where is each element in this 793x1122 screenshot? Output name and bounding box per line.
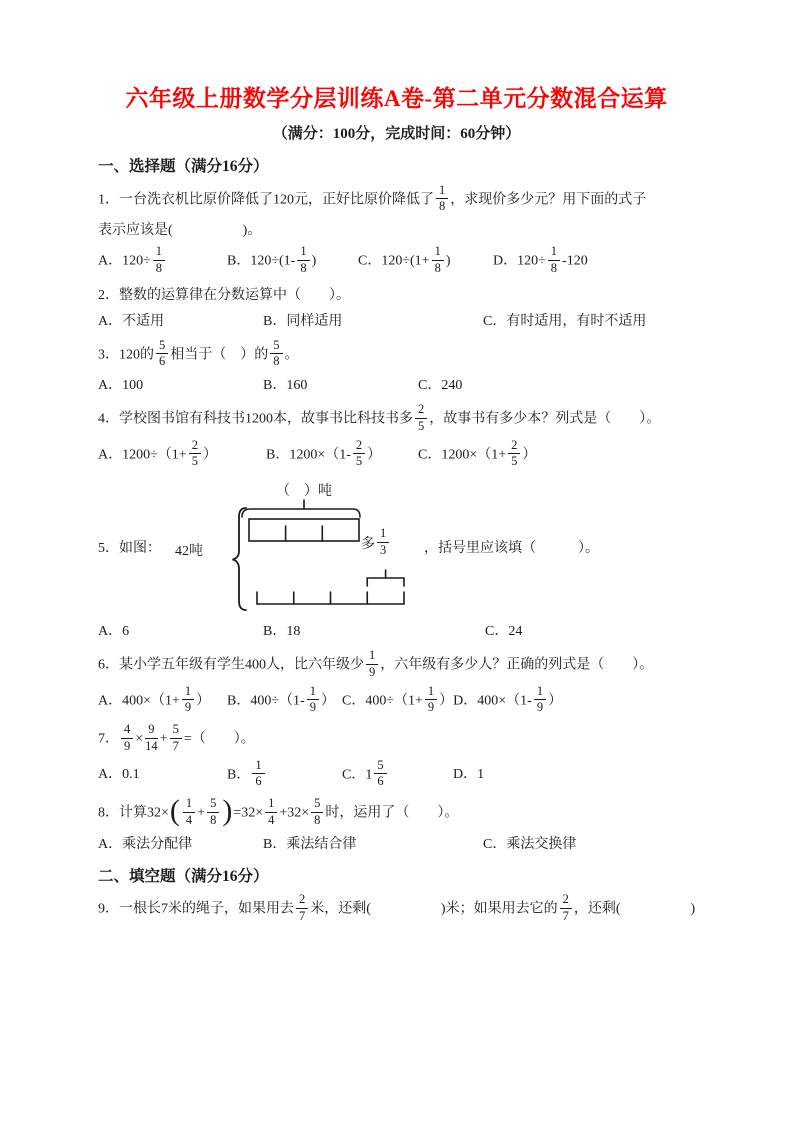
text-run: B．1200×（1- bbox=[266, 447, 351, 463]
text-run: B．乘法结合律 bbox=[263, 836, 357, 852]
fraction bbox=[183, 797, 195, 828]
option-item bbox=[98, 683, 227, 717]
diagram-top-label: （ ）吨 bbox=[276, 484, 332, 500]
fraction-denominator: 8 bbox=[439, 199, 446, 214]
option-item bbox=[483, 311, 646, 332]
options-row bbox=[98, 683, 695, 717]
options-row bbox=[98, 375, 695, 396]
question-line bbox=[98, 650, 695, 681]
option-item bbox=[266, 437, 418, 471]
question-block bbox=[98, 404, 695, 470]
fraction-numerator: 1 bbox=[297, 245, 309, 261]
fraction-denominator: 8 bbox=[155, 260, 163, 275]
text-run: 3．120的 bbox=[98, 347, 154, 363]
text-run: B．120÷(1- bbox=[227, 253, 296, 269]
big-paren: ) bbox=[222, 794, 233, 828]
text-run: C．240 bbox=[418, 378, 463, 394]
text-run: ，六年级有多少人？正确的列式是（ ）。 bbox=[380, 657, 654, 673]
option-item bbox=[493, 246, 588, 277]
options-row bbox=[98, 246, 695, 277]
text-run: 6．某小学五年级有学生400人，比六年级少 bbox=[98, 657, 364, 673]
option-item bbox=[418, 375, 462, 396]
text-run: D．400×（1- bbox=[453, 693, 532, 709]
fraction-denominator: 4 bbox=[268, 812, 275, 827]
fraction bbox=[153, 245, 165, 276]
fraction-denominator: 6 bbox=[159, 354, 166, 369]
question-block bbox=[98, 894, 695, 925]
text-run: ） bbox=[202, 447, 217, 463]
option-item bbox=[418, 437, 537, 471]
fraction bbox=[156, 339, 168, 370]
text-run: ，故事书有多少本？列式是（ ）。 bbox=[429, 411, 661, 427]
option-item bbox=[263, 375, 418, 396]
question-line bbox=[98, 337, 695, 371]
question-text: 5．如图： bbox=[98, 541, 161, 557]
section-heading: 一、选择题（满分16分） bbox=[98, 157, 269, 175]
fraction-denominator: 6 bbox=[377, 774, 384, 789]
fraction bbox=[207, 797, 219, 828]
fraction-numerator: 5 bbox=[170, 723, 182, 739]
fraction-numerator: 5 bbox=[311, 797, 323, 813]
text-run: B． bbox=[227, 767, 251, 783]
option-item bbox=[483, 834, 576, 855]
fraction-denominator: 9 bbox=[536, 700, 544, 715]
fraction-numerator: 5 bbox=[207, 797, 219, 813]
fraction-denominator: 8 bbox=[300, 260, 307, 275]
fraction bbox=[252, 759, 264, 790]
fraction-numerator: 1 bbox=[377, 527, 389, 543]
fraction-denominator: 5 bbox=[355, 454, 363, 469]
text-run: C．400÷（1+ bbox=[342, 693, 423, 709]
text-run: -120 bbox=[562, 253, 588, 269]
fraction-numerator: 1 bbox=[153, 245, 165, 261]
fraction bbox=[508, 439, 520, 470]
fraction bbox=[182, 685, 194, 716]
text-run: B．160 bbox=[263, 378, 308, 394]
fraction-denominator: 14 bbox=[145, 738, 158, 753]
option-item bbox=[98, 834, 263, 855]
text-run: 表示应该是( )。 bbox=[98, 223, 262, 239]
fraction-numerator: 2 bbox=[296, 893, 308, 909]
fraction-numerator: 2 bbox=[189, 439, 201, 455]
options-row bbox=[98, 757, 695, 791]
text-run: B．同样适用 bbox=[263, 313, 343, 329]
fraction bbox=[170, 723, 182, 754]
question-text: ，括号里应该填（ ）。 bbox=[424, 541, 599, 557]
diagram-more-label bbox=[361, 528, 391, 559]
option-item bbox=[485, 621, 522, 642]
text-run: B．400÷（1- bbox=[227, 693, 305, 709]
option-item bbox=[227, 246, 358, 277]
text-run: A．100 bbox=[98, 378, 144, 394]
text-run: A．不适用 bbox=[98, 313, 165, 329]
text-run: 多 bbox=[361, 537, 375, 553]
fraction-numerator: 1 bbox=[252, 759, 264, 775]
fraction-denominator: 5 bbox=[511, 454, 518, 469]
question-line bbox=[98, 182, 695, 216]
text-run: A．0.1 bbox=[98, 767, 140, 783]
fraction-denominator: 4 bbox=[185, 812, 193, 827]
option-item bbox=[342, 757, 453, 791]
option-item bbox=[358, 246, 493, 277]
worksheet-content bbox=[98, 156, 695, 925]
fraction bbox=[374, 759, 386, 790]
fraction bbox=[377, 527, 389, 558]
text-run: ） bbox=[320, 693, 335, 709]
fraction bbox=[145, 723, 158, 754]
text-run: 米，还剩( )米；如果用去它的 bbox=[310, 901, 558, 917]
fraction bbox=[270, 339, 282, 370]
fraction-numerator: 1 bbox=[265, 797, 277, 813]
option-item bbox=[98, 621, 263, 642]
option-item bbox=[263, 834, 483, 855]
text-run: 7． bbox=[98, 731, 119, 747]
diagram-left-label: 42吨 bbox=[175, 544, 203, 560]
text-run: 9．一根长7米的绳子，如果用去 bbox=[98, 901, 294, 917]
text-run: ） bbox=[522, 447, 537, 463]
fraction-denominator: 6 bbox=[255, 774, 262, 789]
fraction-denominator: 3 bbox=[380, 542, 387, 557]
text-run: 2．整数的运算律在分数运算中（ ）。 bbox=[98, 287, 350, 303]
text-run: ） bbox=[367, 447, 382, 463]
question-block bbox=[98, 478, 695, 642]
option-item bbox=[227, 683, 342, 717]
section-heading: 二、填空题（满分16分） bbox=[98, 867, 269, 885]
option-item bbox=[98, 437, 266, 471]
fraction-numerator: 4 bbox=[121, 723, 133, 739]
text-run: 4．学校图书馆有科技书1200本，故事书比科技书多 bbox=[98, 411, 413, 427]
option-item bbox=[453, 683, 563, 717]
fraction-numerator: 2 bbox=[560, 893, 572, 909]
fraction bbox=[436, 184, 448, 215]
question-line bbox=[98, 724, 695, 755]
fraction-denominator: 8 bbox=[314, 812, 321, 827]
fraction bbox=[189, 439, 201, 470]
fraction-numerator: 2 bbox=[415, 403, 427, 419]
fraction bbox=[548, 245, 560, 276]
text-run: D．120÷ bbox=[493, 253, 546, 269]
fraction bbox=[121, 723, 133, 754]
text-run: B．18 bbox=[263, 624, 301, 640]
fraction bbox=[366, 649, 378, 680]
fraction bbox=[307, 685, 319, 716]
fraction-numerator: 1 bbox=[182, 685, 194, 701]
text-run: + bbox=[197, 805, 206, 821]
worksheet-title: 六年级上册数学分层训练A卷-第二单元分数混合运算 bbox=[125, 86, 668, 111]
text-run: C．有时适用，有时不适用 bbox=[483, 313, 647, 329]
text-run: + bbox=[159, 731, 168, 747]
fraction-denominator: 5 bbox=[191, 454, 198, 469]
text-run: C．1200×（1+ bbox=[418, 447, 507, 463]
question-line bbox=[98, 404, 695, 435]
fraction-numerator: 1 bbox=[548, 245, 560, 261]
fraction-denominator: 9 bbox=[184, 700, 192, 715]
fraction-numerator: 9 bbox=[145, 723, 158, 739]
fraction bbox=[560, 893, 572, 924]
option-item bbox=[98, 375, 263, 396]
question-diagram-row bbox=[98, 478, 695, 616]
fraction bbox=[415, 403, 427, 434]
text-run: C．120÷(1+ bbox=[358, 253, 430, 269]
question-block bbox=[98, 285, 695, 332]
question-block bbox=[98, 182, 695, 277]
fraction-denominator: 7 bbox=[562, 909, 569, 924]
option-item bbox=[98, 311, 263, 332]
question-block bbox=[98, 650, 695, 716]
fraction bbox=[534, 685, 546, 716]
text-run: =（ ）。 bbox=[183, 731, 255, 747]
fraction bbox=[297, 245, 309, 276]
text-run: C．1 bbox=[342, 767, 373, 783]
fraction-numerator: 5 bbox=[156, 339, 168, 355]
text-run: ，求现价多少元？用下面的式子 bbox=[450, 192, 647, 208]
fraction-denominator: 9 bbox=[309, 700, 316, 715]
fraction bbox=[425, 685, 437, 716]
fraction bbox=[265, 797, 277, 828]
text-run: D．1 bbox=[453, 767, 485, 783]
text-run: C．24 bbox=[485, 624, 523, 640]
option-item bbox=[263, 621, 485, 642]
fraction-numerator: 2 bbox=[353, 439, 365, 455]
text-run: C．乘法交换律 bbox=[483, 836, 577, 852]
fraction-numerator: 1 bbox=[307, 685, 319, 701]
text-run: ) bbox=[311, 253, 317, 269]
fraction-numerator: 1 bbox=[183, 797, 195, 813]
worksheet-subtitle: （满分：100分，完成时间：60分钟） bbox=[272, 125, 521, 142]
question-line bbox=[98, 220, 695, 241]
options-row bbox=[98, 437, 695, 471]
text-run: × bbox=[135, 731, 144, 747]
options-row bbox=[98, 621, 695, 642]
fraction-numerator: 5 bbox=[374, 759, 386, 775]
option-item bbox=[227, 757, 342, 791]
text-run: 。 bbox=[284, 347, 299, 363]
fraction-numerator: 1 bbox=[432, 245, 444, 261]
options-row bbox=[98, 311, 695, 332]
fraction-denominator: 9 bbox=[124, 738, 131, 753]
fraction-numerator: 1 bbox=[436, 184, 448, 200]
fraction-denominator: 8 bbox=[273, 354, 280, 369]
text-run: A．400×（1+ bbox=[98, 693, 180, 709]
text-run: ） bbox=[439, 693, 454, 709]
text-run: ，还剩( ) bbox=[573, 901, 696, 917]
fraction-numerator: 5 bbox=[270, 339, 282, 355]
option-item bbox=[98, 246, 227, 277]
fraction-denominator: 9 bbox=[427, 700, 435, 715]
text-run: 1．一台洗衣机比原价降低了120元，正好比原价降低了 bbox=[98, 192, 434, 208]
option-item bbox=[98, 764, 227, 785]
fraction-denominator: 7 bbox=[172, 738, 179, 753]
text-run: 相当于（ ）的 bbox=[170, 347, 269, 363]
fraction-denominator: 9 bbox=[369, 664, 376, 679]
option-item bbox=[342, 683, 454, 717]
text-run: A．乘法分配律 bbox=[98, 836, 193, 852]
fraction-denominator: 8 bbox=[210, 812, 217, 827]
text-run: ） bbox=[548, 693, 563, 709]
text-run: A．6 bbox=[98, 624, 130, 640]
question-block bbox=[98, 794, 695, 855]
big-paren: ( bbox=[169, 794, 180, 828]
question-block bbox=[98, 724, 695, 790]
text-run: ） bbox=[196, 693, 211, 709]
text-run: A．1200÷（1+ bbox=[98, 447, 187, 463]
option-item bbox=[453, 764, 484, 785]
question-line bbox=[98, 794, 695, 829]
fraction-denominator: 7 bbox=[299, 909, 306, 924]
fraction-numerator: 1 bbox=[366, 649, 378, 665]
text-run: ) bbox=[445, 253, 451, 269]
text-run: 8．计算32× bbox=[98, 805, 169, 821]
question-line bbox=[98, 894, 695, 925]
text-run: 时，运用了（ ）。 bbox=[325, 805, 459, 821]
fraction bbox=[296, 893, 308, 924]
fraction bbox=[311, 797, 323, 828]
text-run: A．120÷ bbox=[98, 253, 151, 269]
text-run: +32× bbox=[279, 805, 310, 821]
fraction-numerator: 1 bbox=[534, 685, 546, 701]
question-line bbox=[98, 285, 695, 306]
text-run: =32× bbox=[233, 805, 264, 821]
fraction bbox=[432, 245, 444, 276]
fraction-denominator: 8 bbox=[550, 260, 558, 275]
options-row bbox=[98, 834, 695, 855]
segment-diagram bbox=[175, 478, 419, 616]
fraction-denominator: 8 bbox=[434, 260, 441, 275]
question-block bbox=[98, 337, 695, 397]
fraction-numerator: 1 bbox=[425, 685, 437, 701]
fraction-numerator: 2 bbox=[508, 439, 520, 455]
fraction bbox=[353, 439, 365, 470]
fraction-denominator: 5 bbox=[418, 418, 425, 433]
option-item bbox=[263, 311, 483, 332]
